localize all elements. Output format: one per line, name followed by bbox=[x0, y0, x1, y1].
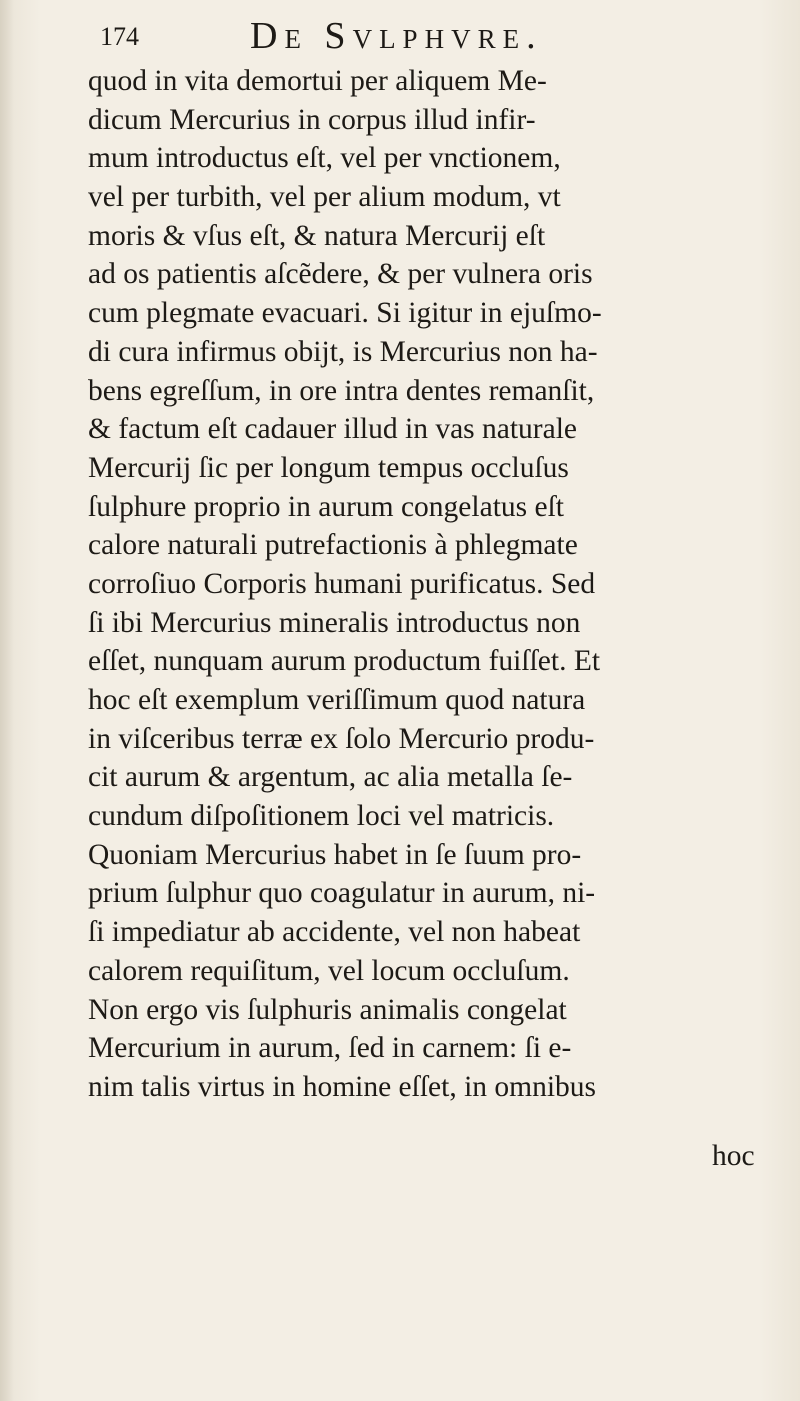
text-line: cum plegmate evacuari. Si igitur in ejuſmo- bbox=[88, 297, 602, 330]
running-head: De Svlphvre. bbox=[250, 15, 543, 57]
text-line: bens egreſſum, in ore intra dentes remanſit, bbox=[88, 374, 595, 407]
text-line: Mercurij ſic per longum tempus occluſus bbox=[88, 451, 569, 484]
page-header bbox=[100, 14, 740, 58]
text-line: nim talis virtus in homine eſſet, in omnibus bbox=[88, 1070, 597, 1103]
text-line: eſſet, nunquam aurum productum fuiſſet. Et bbox=[88, 645, 601, 678]
text-line: Non ergo vis ſulphuris animalis congelat bbox=[88, 993, 567, 1026]
text-line: ſi impediatur ab accidente, vel non habeat bbox=[88, 916, 581, 949]
text-line: in viſceribus terræ ex ſolo Mercurio produ- bbox=[88, 722, 595, 755]
text-line: calorem requiſitum, vel locum occluſum. bbox=[88, 954, 570, 987]
text-line: cundum diſpoſitionem loci vel matricis. bbox=[88, 800, 555, 833]
body-text bbox=[88, 62, 778, 1107]
text-line: corroſiuo Corporis humani purificatus. Sed bbox=[88, 567, 596, 600]
text-line: vel per turbith, vel per alium modum, vt bbox=[88, 181, 561, 214]
page-number: 174 bbox=[100, 22, 139, 51]
text-line: ſi ibi Mercurius mineralis introductus non bbox=[88, 606, 581, 639]
page-binding-shadow bbox=[0, 0, 14, 1401]
text-line: Mercurium in aurum, ſed in carnem: ſi e- bbox=[88, 1032, 572, 1065]
text-line: di cura infirmus obijt, is Mercurius non ha- bbox=[88, 335, 598, 368]
text-line: Quoniam Mercurius habet in ſe ſuum pro- bbox=[88, 838, 582, 871]
text-line: quod in vita demortui per aliquem Me- bbox=[88, 65, 547, 97]
text-line: calore naturali putrefactionis à phlegmate bbox=[88, 529, 578, 562]
text-line: hoc eſt exemplum veriſſimum quod natura bbox=[88, 684, 586, 716]
text-line: dicum Mercurius in corpus illud infir- bbox=[88, 103, 536, 136]
text-line: mum introductus eſt, vel per vnctionem, bbox=[88, 142, 561, 175]
catchword: hoc bbox=[712, 1140, 755, 1172]
text-line: prium ſulphur quo coagulatur in aurum, ni- bbox=[88, 877, 596, 910]
text-line: ſulphure proprio in aurum congelatus eſt bbox=[88, 490, 564, 523]
text-line: ad os patientis aſcẽdere, & per vulnera oris bbox=[88, 258, 593, 291]
text-line: moris & vſus eſt, & natura Mercurij eſt bbox=[88, 219, 546, 252]
text-line: cit aurum & argentum, ac alia metalla ſe- bbox=[88, 761, 573, 794]
text-line: & factum eſt cadauer illud in vas naturale bbox=[88, 413, 578, 446]
